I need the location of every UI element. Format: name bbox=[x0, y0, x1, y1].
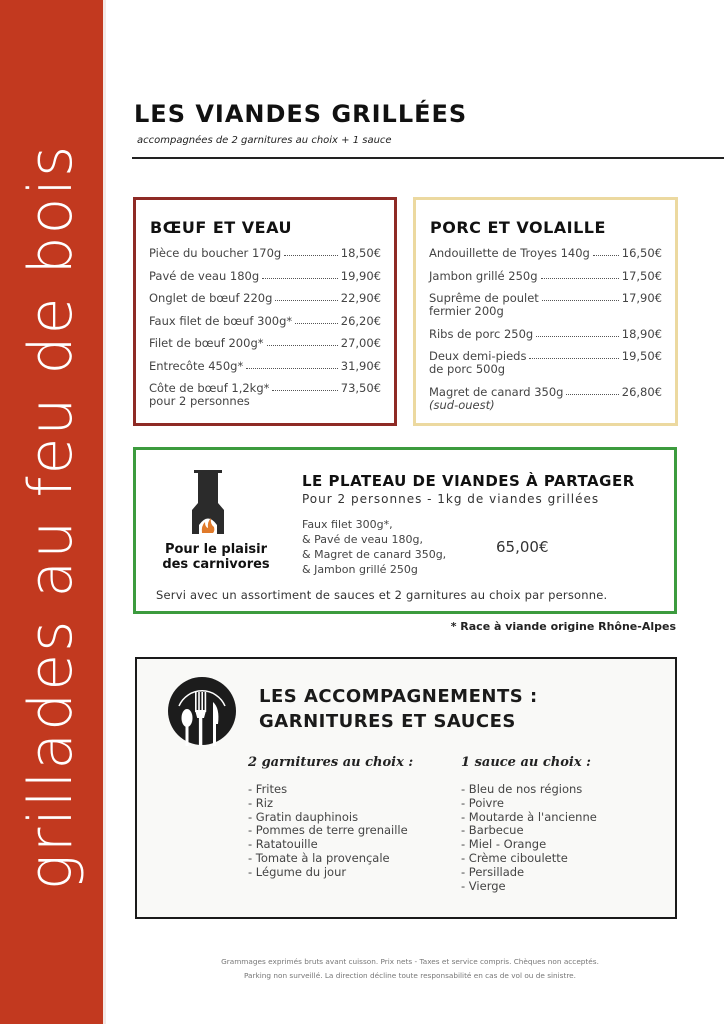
list-item: - Pommes de terre grenaille bbox=[248, 823, 408, 838]
sidebar-banner bbox=[0, 0, 103, 1024]
plateau-title: LE PLATEAU DE VIANDES À PARTAGER bbox=[302, 472, 635, 490]
accompagnements-section bbox=[135, 657, 677, 919]
sauces-list bbox=[461, 783, 597, 893]
dot-leader bbox=[593, 247, 619, 256]
item-price: 18,90€ bbox=[621, 326, 662, 341]
page-title: LES VIANDES GRILLÉES bbox=[134, 100, 468, 128]
item-price: 27,00€ bbox=[340, 336, 381, 350]
item-name: Entrecôte 450g* bbox=[149, 358, 244, 373]
item-price: 19,50€ bbox=[621, 349, 662, 363]
dot-leader bbox=[295, 315, 338, 324]
title-line: LES ACCOMPAGNEMENTS : bbox=[259, 686, 538, 707]
item-name-main: Deux demi-pieds bbox=[429, 349, 527, 363]
menu-item bbox=[429, 328, 662, 341]
accompagnements-title bbox=[259, 684, 538, 734]
list-item: - Barbecue bbox=[461, 823, 524, 838]
title-line: GARNITURES ET SAUCES bbox=[259, 711, 516, 732]
dot-leader bbox=[262, 270, 338, 279]
menu-item bbox=[429, 247, 662, 260]
menu-list bbox=[149, 247, 381, 418]
item-name bbox=[149, 382, 269, 408]
item-price: 26,80€ bbox=[621, 384, 662, 399]
item-name: Jambon grillé 250g bbox=[429, 268, 538, 283]
menu-item bbox=[429, 270, 662, 283]
beef-veal-section bbox=[133, 197, 397, 426]
item-name-main: Suprême de poulet bbox=[429, 291, 539, 305]
dot-leader bbox=[267, 337, 338, 346]
plateau-line: & Jambon grillé 250g bbox=[302, 563, 418, 576]
garnitures-heading: 2 garnitures au choix : bbox=[248, 755, 414, 770]
plateau-tagline bbox=[150, 542, 282, 572]
list-item: - Bleu de nos régions bbox=[461, 782, 583, 796]
menu-item bbox=[149, 337, 381, 350]
sidebar-edge bbox=[103, 0, 106, 1024]
item-price: 26,20€ bbox=[340, 313, 381, 328]
dot-leader bbox=[275, 292, 337, 301]
item-name: Pavé de veau 180g bbox=[149, 268, 260, 283]
item-name-sub: fermier 200g bbox=[429, 304, 504, 318]
menu-item bbox=[149, 270, 381, 283]
item-name: Ribs de porc 250g bbox=[429, 326, 534, 341]
menu-item bbox=[429, 292, 662, 318]
dot-leader bbox=[566, 386, 618, 395]
plateau-price: 65,00€ bbox=[496, 538, 549, 556]
list-item: - Persillade bbox=[461, 864, 525, 879]
section-title: PORC ET VOLAILLE bbox=[430, 218, 606, 237]
item-name: Pièce du boucher 170g bbox=[149, 246, 282, 260]
list-item: - Tomate à la provençale bbox=[248, 850, 390, 865]
item-name: Filet de bœuf 200g* bbox=[149, 336, 264, 350]
item-name-sub: (sud-ouest) bbox=[429, 397, 495, 412]
tagline-line: des carnivores bbox=[162, 557, 270, 572]
dot-leader bbox=[541, 270, 619, 279]
pork-poultry-section bbox=[413, 197, 678, 426]
item-name: Andouillette de Troyes 140g bbox=[429, 246, 590, 260]
dot-leader bbox=[284, 247, 338, 256]
menu-item bbox=[149, 315, 381, 328]
list-item: - Miel - Orange bbox=[461, 837, 547, 852]
dot-leader bbox=[246, 360, 338, 369]
item-price: 73,50€ bbox=[340, 381, 381, 395]
item-name: Faux filet de bœuf 300g* bbox=[149, 313, 293, 328]
plateau-contents bbox=[302, 517, 446, 577]
menu-item bbox=[149, 382, 381, 408]
list-item: - Vierge bbox=[461, 878, 506, 893]
footer-line: Grammages exprimés bruts avant cuisson. Prix nets - Taxes et service compris. Chèques non acceptés. bbox=[221, 957, 599, 966]
dot-leader bbox=[529, 350, 618, 359]
list-item: - Ratatouille bbox=[248, 837, 318, 852]
item-name-main: Magret de canard 350g bbox=[429, 384, 564, 399]
garnitures-list bbox=[248, 783, 408, 880]
plateau-line: Faux filet 300g*, bbox=[302, 518, 393, 531]
sauces-heading: 1 sauce au choix : bbox=[461, 755, 591, 770]
item-name-main: Côte de bœuf 1,2kg* bbox=[149, 381, 270, 395]
section-title: BŒUF ET VEAU bbox=[150, 218, 292, 237]
plateau-note: Servi avec un assortiment de sauces et 2 garnitures au choix par personne. bbox=[156, 588, 608, 602]
footer-line: Parking non surveillé. La direction décline toute responsabilité en cas de vol ou de sinistre. bbox=[243, 971, 576, 980]
list-item: - Poivre bbox=[461, 795, 504, 810]
menu-item bbox=[149, 292, 381, 305]
dot-leader bbox=[542, 292, 619, 301]
item-price: 16,50€ bbox=[621, 246, 662, 260]
item-price: 19,90€ bbox=[340, 268, 381, 283]
list-item: - Moutarde à l'ancienne bbox=[461, 809, 597, 824]
page-subtitle: accompagnées de 2 garnitures au choix + 1 sauce bbox=[137, 135, 392, 146]
sidebar-title: grillades au feu de bois bbox=[16, 143, 86, 891]
item-name bbox=[429, 292, 539, 318]
menu-list bbox=[429, 247, 662, 421]
race-origin-note: * Race à viande origine Rhône-Alpes bbox=[450, 620, 676, 633]
list-item: - Riz bbox=[248, 795, 274, 810]
item-name-sub: de porc 500g bbox=[429, 362, 506, 376]
plateau-subtitle: Pour 2 personnes - 1kg de viandes grillées bbox=[302, 492, 600, 506]
list-item: - Gratin dauphinois bbox=[248, 809, 359, 824]
menu-item bbox=[429, 386, 662, 412]
menu-item bbox=[149, 360, 381, 373]
menu-item bbox=[429, 350, 662, 376]
dot-leader bbox=[536, 328, 619, 337]
item-price: 18,50€ bbox=[340, 246, 381, 260]
plateau-line: & Pavé de veau 180g, bbox=[302, 533, 423, 546]
item-price: 22,90€ bbox=[340, 291, 381, 305]
footer-disclaimer bbox=[130, 955, 690, 983]
item-name-sub: pour 2 personnes bbox=[149, 394, 250, 408]
tagline-line: Pour le plaisir bbox=[164, 542, 268, 557]
item-name bbox=[429, 386, 563, 412]
list-item: - Frites bbox=[248, 782, 288, 796]
list-item: - Légume du jour bbox=[248, 864, 347, 879]
item-name: Onglet de bœuf 220g bbox=[149, 291, 273, 305]
item-price: 17,50€ bbox=[621, 268, 662, 283]
menu-item bbox=[149, 247, 381, 260]
wood-oven-icon bbox=[188, 470, 228, 534]
item-price: 17,90€ bbox=[621, 291, 662, 305]
plateau-line: & Magret de canard 350g, bbox=[302, 548, 447, 561]
item-name bbox=[429, 350, 526, 376]
item-price: 31,90€ bbox=[340, 358, 381, 373]
plateau-section bbox=[133, 447, 677, 614]
dot-leader bbox=[272, 382, 337, 391]
title-divider bbox=[132, 157, 724, 159]
list-item: - Crème ciboulette bbox=[461, 850, 568, 865]
cutlery-plate-icon bbox=[167, 676, 237, 746]
